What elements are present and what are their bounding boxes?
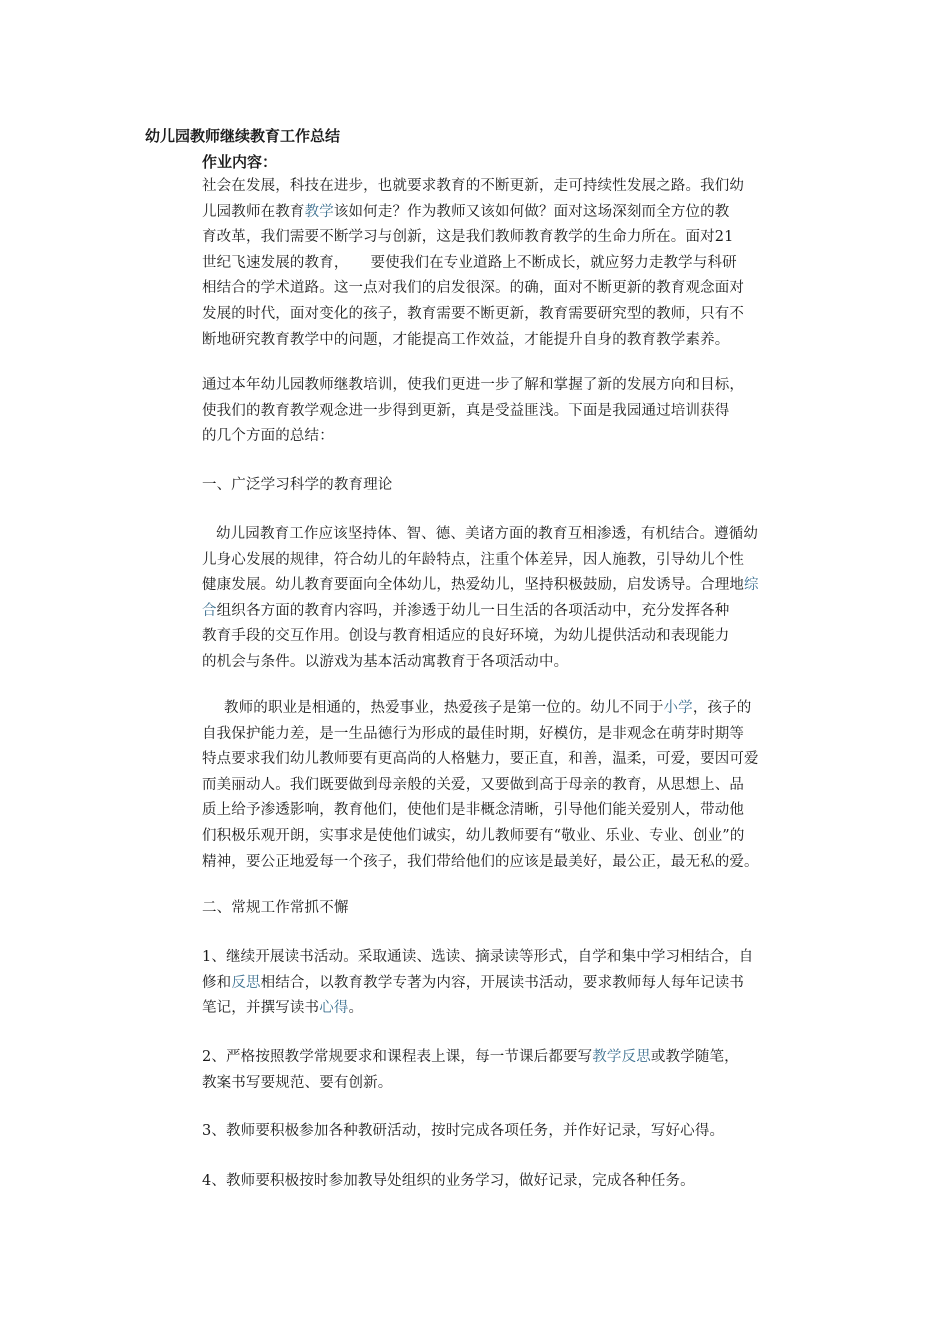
text-line: 3、教师要积极参加各种教研活动，按时完成各项任务，并作好记录，写好心得。 <box>202 1123 725 1139</box>
text-line: 儿身心发展的规律，符合幼儿的年龄特点，注重个体差异，因人施教，引导幼儿个性 <box>202 551 745 568</box>
text-line <box>202 971 814 997</box>
text-line: 的几个方面的总结： <box>202 428 334 445</box>
text-segment: 修和 <box>202 974 232 991</box>
text-line: 4、教师要积极按时参加教导处组织的业务学习，做好记录，完成各种任务。 <box>202 1173 695 1189</box>
text-segment: 儿园教师在教育 <box>202 203 305 220</box>
link-jiaoxue-fansi[interactable]: 教学反思 <box>592 1049 651 1065</box>
paragraph-research <box>202 1119 814 1145</box>
link-fansi[interactable]: 反思 <box>231 974 261 991</box>
text-line: 育改革，我们需要不断学习与创新，这是我们教师教育教学的生命力所在。面对21 <box>202 229 734 246</box>
paragraph-study <box>202 1169 814 1195</box>
text-line: 幼儿园教育工作应该坚持体、智、德、美诸方面的教育互相渗透，有机结合。遵循幼 <box>216 526 759 542</box>
text-line: 精神，要公正地爱每一个孩子，我们带给他们的应该是最美好，最公正，最无私的爱。 <box>202 853 759 870</box>
paragraph-reading <box>202 945 814 1022</box>
text-line: 通过本年幼儿园教师继教培训，使我们更进一步了解和掌握了新的发展方向和目标， <box>202 377 745 393</box>
text-line <box>202 200 814 226</box>
text-line <box>202 996 814 1022</box>
text-line: 断地研究教育教学中的问题，才能提高工作效益，才能提升自身的教育教学素养。 <box>202 331 730 348</box>
text-line: 们积极乐观开朗，实事求是使他们诚实，幼儿教师要有“敬业、乐业、专业、创业”的 <box>202 827 745 844</box>
section-title: 二、常规工作常抓不懈 <box>202 900 349 916</box>
text-segment: ，孩子的 <box>692 700 752 716</box>
text-line <box>202 251 814 277</box>
text-segment: 健康发展。幼儿教育要面向全体幼儿，热爱幼儿，坚持积极鼓励，启发诱导。合理地 <box>202 577 745 594</box>
text-segment: 教师的职业是相通的，热爱事业，热爱孩子是第一位的。幼儿不同于 <box>224 700 664 716</box>
paragraph-intro <box>202 174 814 353</box>
link-zonghe[interactable]: 综 <box>744 577 759 594</box>
section-heading-1 <box>202 473 814 499</box>
text-line: 使我们的教育教学观念进一步得到更新，真是受益匪浅。下面是我园通过培训获得 <box>202 402 730 419</box>
text-line: 教案书写要规范、要有创新。 <box>202 1074 393 1091</box>
text-segment: 世纪飞速发展的教育， <box>202 254 349 271</box>
assignment-subheading: 作业内容： <box>202 153 278 171</box>
text-line: 教育手段的交互作用。创设与教育相适应的良好环境，为幼儿提供活动和表现能力 <box>202 628 730 645</box>
text-line: 的机会与条件。以游戏为基本活动寓教育于各项活动中。 <box>202 653 569 670</box>
section-title: 一、广泛学习科学的教育理论 <box>202 477 393 493</box>
text-segment: 2、严格按照教学常规要求和课程表上课，每一节课后都要写 <box>202 1049 593 1065</box>
text-line <box>202 696 814 722</box>
link-zonghe[interactable]: 合 <box>202 602 217 619</box>
text-segment: 要使我们在专业道路上不断成长，就应努力走教学与科研 <box>370 254 737 271</box>
link-xinde[interactable]: 心得 <box>319 1000 349 1017</box>
document-title: 幼儿园教师继续教育工作总结 <box>145 127 341 145</box>
text-line <box>202 599 814 625</box>
paragraph-teacher-role <box>202 696 814 875</box>
text-segment: 相结合，以教育教学专著为内容，开展读书活动，要求教师每人每年记读书 <box>260 974 745 991</box>
text-line: 特点要求我们幼儿教师要有更高尚的人格魅力，要正直，和善，温柔，可爱，要因可爱 <box>202 751 759 768</box>
paragraph-teaching-routine <box>202 1045 814 1096</box>
text-segment: 笔记，并撰写读书 <box>202 1000 320 1017</box>
text-line <box>202 1045 814 1071</box>
link-jiaoxue[interactable]: 教学 <box>304 203 334 220</box>
text-line: 自我保护能力差，是一生品德行为形成的最佳时期，好模仿，是非观念在萌芽时期等 <box>202 725 745 742</box>
section-heading-2 <box>202 896 814 922</box>
paragraph-theory <box>202 522 814 676</box>
text-segment: 或教学随笔， <box>650 1049 739 1065</box>
text-line: 1、继续开展读书活动。采取通读、选读、摘录读等形式，自学和集中学习相结合，自 <box>202 949 754 965</box>
text-line <box>202 573 814 599</box>
text-segment: 。 <box>348 1000 364 1017</box>
text-line: 相结合的学术道路。这一点对我们的启发很深。的确，面对不断更新的教育观念面对 <box>202 280 745 297</box>
text-line: 社会在发展，科技在进步，也就要求教育的不断更新，走可持续性发展之路。我们幼 <box>202 178 745 194</box>
text-line: 发展的时代，面对变化的孩子，教育需要不断更新，教育需要研究型的教师，只有不 <box>202 305 745 322</box>
paragraph-training <box>202 373 814 450</box>
text-segment: 组织各方面的教育内容吗，并渗透于幼儿一日生活的各项活动中，充分发挥各种 <box>216 602 730 619</box>
link-xiaoxue[interactable]: 小学 <box>663 700 693 716</box>
text-line: 质上给予渗透影响，教育他们，使他们是非概念清晰，引导他们能关爱别人，带动他 <box>202 802 745 819</box>
text-segment: 该如何走？作为教师又该如何做？面对这场深刻而全方位的教 <box>333 203 730 220</box>
text-line: 而美丽动人。我们既要做到母亲般的关爱，又要做到高于母亲的教育，从思想上、品 <box>202 776 745 793</box>
